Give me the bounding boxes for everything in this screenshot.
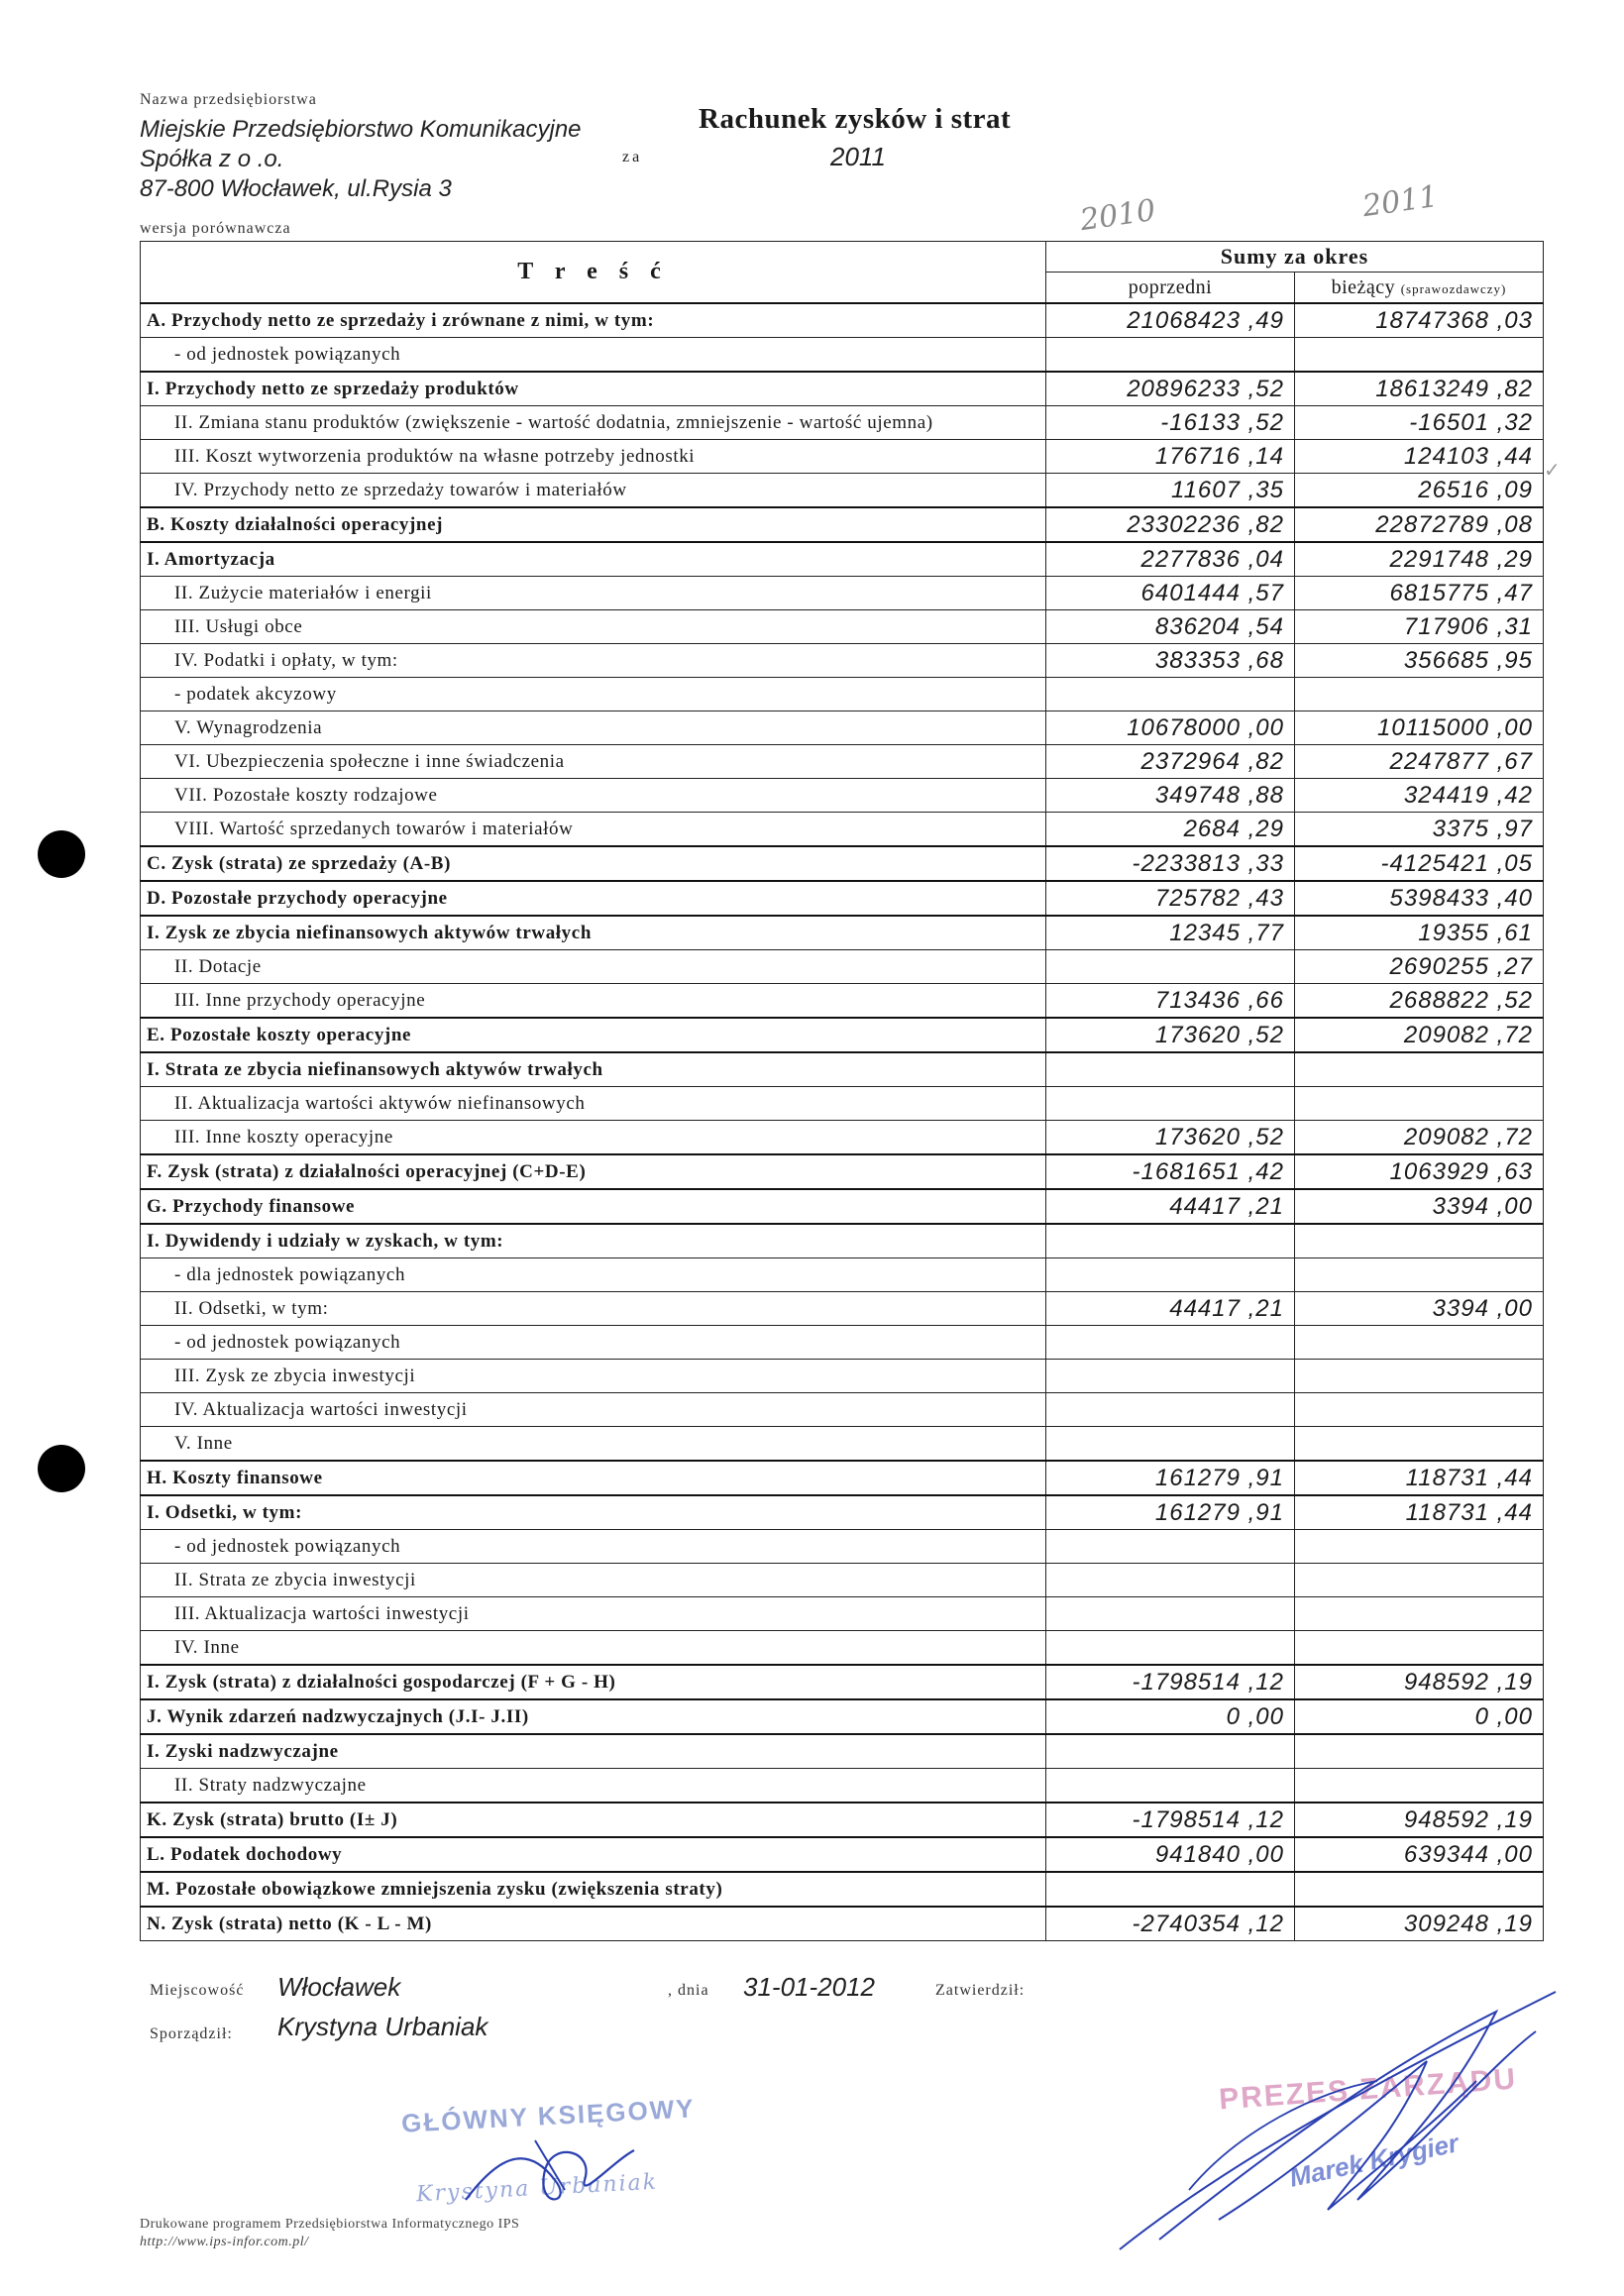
table-row: [141, 1393, 1544, 1427]
document-title: Rachunek zysków i strat: [699, 103, 1012, 135]
row-label: IV. Podatki i opłaty, w tym:: [141, 644, 1046, 678]
row-label: II. Dotacje: [141, 950, 1046, 984]
place-label: Miejscowość: [150, 1982, 245, 1999]
row-label: III. Inne przychody operacyjne: [141, 984, 1046, 1019]
prepared-by-value: Krystyna Urbaniak: [277, 2012, 488, 2041]
row-value-curr: 18613249 ,82: [1295, 372, 1544, 406]
row-label: J. Wynik zdarzeń nadzwyczajnych (J.I- J.II): [141, 1699, 1046, 1734]
table-row: [141, 1907, 1544, 1941]
company-name-line2: Spółka z o .o.: [140, 146, 284, 172]
row-value-prev: 161279 ,91: [1046, 1461, 1295, 1495]
row-label: - od jednostek powiązanych: [141, 338, 1046, 373]
stamp-chief-accountant-title: GŁÓWNY KSIĘGOWY: [400, 2093, 697, 2138]
table-row: [141, 1087, 1544, 1121]
pencil-checkmark-icon: ✓: [1544, 460, 1561, 482]
row-value-prev: 836204 ,54: [1046, 610, 1295, 644]
header-curr-note: (sprawozdawczy): [1400, 280, 1507, 296]
row-label: B. Koszty działalności operacyjnej: [141, 507, 1046, 542]
table-row: [141, 1495, 1544, 1530]
row-value-curr: [1295, 1872, 1544, 1907]
row-value-curr: 3394 ,00: [1295, 1292, 1544, 1326]
row-label: I. Przychody netto ze sprzedaży produktów: [141, 372, 1046, 406]
row-label: V. Inne: [141, 1427, 1046, 1462]
header-sumy: Sumy za okres: [1046, 242, 1544, 273]
table-row: [141, 1258, 1544, 1292]
row-value-curr: [1295, 1631, 1544, 1666]
table-row: [141, 846, 1544, 881]
table-row: [141, 1597, 1544, 1631]
row-label: H. Koszty finansowe: [141, 1461, 1046, 1495]
row-value-prev: 941840 ,00: [1046, 1837, 1295, 1872]
row-value-curr: 26516 ,09: [1295, 474, 1544, 508]
row-label: M. Pozostałe obowiązkowe zmniejszenia zysku (zwiększenia straty): [141, 1872, 1046, 1907]
row-value-curr: [1295, 1052, 1544, 1087]
row-value-curr: 5398433 ,40: [1295, 881, 1544, 916]
row-value-prev: 161279 ,91: [1046, 1495, 1295, 1530]
row-value-curr: [1295, 1597, 1544, 1631]
table-row: [141, 577, 1544, 610]
row-value-curr: [1295, 338, 1544, 373]
row-value-prev: -1798514 ,12: [1046, 1803, 1295, 1837]
table-row: [141, 1427, 1544, 1462]
table-row: [141, 1292, 1544, 1326]
row-value-curr: 19355 ,61: [1295, 916, 1544, 950]
row-label: - od jednostek powiązanych: [141, 1326, 1046, 1360]
row-label: A. Przychody netto ze sprzedaży i zrównane z nimi, w tym:: [141, 303, 1046, 338]
row-value-prev: 44417 ,21: [1046, 1292, 1295, 1326]
table-row: [141, 1360, 1544, 1393]
row-label: II. Strata ze zbycia inwestycji: [141, 1564, 1046, 1597]
row-value-curr: 324419 ,42: [1295, 779, 1544, 813]
table-row: [141, 1052, 1544, 1087]
row-value-prev: 2372964 ,82: [1046, 745, 1295, 779]
row-label: VI. Ubezpieczenia społeczne i inne świadczenia: [141, 745, 1046, 779]
table-row: [141, 372, 1544, 406]
row-label: IV. Aktualizacja wartości inwestycji: [141, 1393, 1046, 1427]
row-value-prev: 349748 ,88: [1046, 779, 1295, 813]
row-label: F. Zysk (strata) z działalności operacyjnej (C+D-E): [141, 1154, 1046, 1189]
table-row: [141, 610, 1544, 644]
row-value-prev: 173620 ,52: [1046, 1018, 1295, 1052]
row-value-curr: 3375 ,97: [1295, 813, 1544, 847]
row-label: VIII. Wartość sprzedanych towarów i materiałów: [141, 813, 1046, 847]
period-year: 2011: [830, 142, 886, 171]
row-value-curr: [1295, 1258, 1544, 1292]
row-value-curr: 1063929 ,63: [1295, 1154, 1544, 1189]
row-value-curr: -16501 ,32: [1295, 406, 1544, 440]
row-value-prev: [1046, 950, 1295, 984]
row-value-prev: [1046, 1769, 1295, 1804]
row-value-prev: [1046, 1087, 1295, 1121]
row-value-curr: 0 ,00: [1295, 1699, 1544, 1734]
row-label: G. Przychody finansowe: [141, 1189, 1046, 1224]
table-row: [141, 1564, 1544, 1597]
row-label: IV. Przychody netto ze sprzedaży towarów i materiałów: [141, 474, 1046, 508]
pencil-note-prev: 2010: [1077, 192, 1158, 239]
row-value-curr: 2688822 ,52: [1295, 984, 1544, 1019]
row-value-prev: 173620 ,52: [1046, 1121, 1295, 1155]
row-label: I. Amortyzacja: [141, 542, 1046, 577]
row-value-curr: [1295, 1393, 1544, 1427]
row-value-curr: 2690255 ,27: [1295, 950, 1544, 984]
row-value-prev: 6401444 ,57: [1046, 577, 1295, 610]
row-value-curr: 18747368 ,03: [1295, 303, 1544, 338]
row-value-prev: -2233813 ,33: [1046, 846, 1295, 881]
table-row: [141, 406, 1544, 440]
row-value-prev: 713436 ,66: [1046, 984, 1295, 1019]
row-value-curr: 22872789 ,08: [1295, 507, 1544, 542]
row-value-prev: [1046, 1326, 1295, 1360]
row-value-prev: 23302236 ,82: [1046, 507, 1295, 542]
table-row: [141, 338, 1544, 373]
row-value-prev: [1046, 1564, 1295, 1597]
row-value-prev: [1046, 678, 1295, 711]
row-label: III. Usługi obce: [141, 610, 1046, 644]
table-row: [141, 779, 1544, 813]
row-value-prev: 2684 ,29: [1046, 813, 1295, 847]
row-label: N. Zysk (strata) netto (K - L - M): [141, 1907, 1046, 1941]
place-value: Włocławek: [277, 1972, 401, 2002]
row-value-prev: 10678000 ,00: [1046, 711, 1295, 745]
row-label: L. Podatek dochodowy: [141, 1837, 1046, 1872]
date-value: 31-01-2012: [743, 1972, 875, 2002]
row-value-curr: 118731 ,44: [1295, 1495, 1544, 1530]
table-row: [141, 950, 1544, 984]
row-value-curr: 717906 ,31: [1295, 610, 1544, 644]
row-value-curr: 6815775 ,47: [1295, 577, 1544, 610]
prepared-label: Sporządził:: [150, 2025, 233, 2042]
row-label: I. Zyski nadzwyczajne: [141, 1734, 1046, 1769]
row-value-prev: [1046, 1393, 1295, 1427]
table-row: [141, 303, 1544, 338]
table-row: [141, 711, 1544, 745]
row-label: I. Zysk (strata) z działalności gospodarczej (F + G - H): [141, 1665, 1046, 1699]
row-label: VII. Pozostałe koszty rodzajowe: [141, 779, 1046, 813]
row-value-prev: [1046, 1530, 1295, 1564]
approved-label: Zatwierdził:: [935, 1982, 1026, 1999]
row-label: - od jednostek powiązanych: [141, 1530, 1046, 1564]
row-value-curr: 356685 ,95: [1295, 644, 1544, 678]
row-label: D. Pozostałe przychody operacyjne: [141, 881, 1046, 916]
signature-chief-accountant: [436, 2121, 694, 2220]
row-value-prev: 383353 ,68: [1046, 644, 1295, 678]
row-value-prev: [1046, 1360, 1295, 1393]
row-label: III. Koszt wytworzenia produktów na własne potrzeby jednostki: [141, 440, 1046, 474]
row-value-prev: -16133 ,52: [1046, 406, 1295, 440]
row-value-prev: [1046, 1052, 1295, 1087]
row-value-curr: 948592 ,19: [1295, 1803, 1544, 1837]
company-name-line1: Miejskie Przedsiębiorstwo Komunikacyjne: [140, 116, 582, 143]
table-row: [141, 1189, 1544, 1224]
row-label: - podatek akcyzowy: [141, 678, 1046, 711]
company-block: [140, 91, 582, 204]
row-label: II. Aktualizacja wartości aktywów niefinansowych: [141, 1087, 1046, 1121]
company-address: 87-800 Włocławek, ul.Rysia 3: [140, 175, 452, 202]
row-value-prev: [1046, 1427, 1295, 1462]
row-value-prev: 176716 ,14: [1046, 440, 1295, 474]
row-label: I. Strata ze zbycia niefinansowych aktywów trwałych: [141, 1052, 1046, 1087]
row-value-prev: 44417 ,21: [1046, 1189, 1295, 1224]
table-row: [141, 678, 1544, 711]
table-row: [141, 984, 1544, 1019]
row-value-prev: [1046, 1631, 1295, 1666]
row-value-curr: 639344 ,00: [1295, 1837, 1544, 1872]
row-value-prev: 20896233 ,52: [1046, 372, 1295, 406]
row-value-prev: [1046, 1872, 1295, 1907]
row-value-curr: [1295, 1360, 1544, 1393]
row-value-curr: [1295, 678, 1544, 711]
row-label: C. Zysk (strata) ze sprzedaży (A-B): [141, 846, 1046, 881]
row-label: - dla jednostek powiązanych: [141, 1258, 1046, 1292]
company-label: Nazwa przedsiębiorstwa: [140, 91, 317, 108]
table-row: [141, 916, 1544, 950]
table-row: [141, 1699, 1544, 1734]
header-curr: [1295, 273, 1544, 304]
row-value-prev: [1046, 1258, 1295, 1292]
row-value-prev: [1046, 1734, 1295, 1769]
row-value-curr: [1295, 1326, 1544, 1360]
row-value-curr: 10115000 ,00: [1295, 711, 1544, 745]
row-value-curr: 209082 ,72: [1295, 1121, 1544, 1155]
row-value-prev: 0 ,00: [1046, 1699, 1295, 1734]
printed-by-url: http://www.ips-infor.com.pl/: [140, 2235, 309, 2249]
table-row: [141, 1803, 1544, 1837]
row-value-curr: 2291748 ,29: [1295, 542, 1544, 577]
row-label: I. Odsetki, w tym:: [141, 1495, 1046, 1530]
row-value-curr: -4125421 ,05: [1295, 846, 1544, 881]
header-tresc: T r e ś ć: [141, 242, 1046, 304]
table-row: [141, 440, 1544, 474]
row-value-prev: [1046, 1224, 1295, 1258]
row-label: V. Wynagrodzenia: [141, 711, 1046, 745]
row-value-curr: 118731 ,44: [1295, 1461, 1544, 1495]
row-value-curr: [1295, 1769, 1544, 1804]
table-row: [141, 1121, 1544, 1155]
stamp-president-title: PREZES ZARZĄDU: [1218, 2062, 1519, 2117]
row-value-curr: 2247877 ,67: [1295, 745, 1544, 779]
header-prev: poprzedni: [1046, 273, 1295, 304]
table-row: [141, 1224, 1544, 1258]
row-value-prev: 11607 ,35: [1046, 474, 1295, 508]
row-value-prev: [1046, 1597, 1295, 1631]
printed-by-note: [140, 2216, 519, 2251]
signature-president: [1100, 1972, 1575, 2269]
row-value-prev: 21068423 ,49: [1046, 303, 1295, 338]
table-row: [141, 1769, 1544, 1804]
row-label: I. Dywidendy i udziały w zyskach, w tym:: [141, 1224, 1046, 1258]
table-row: [141, 1018, 1544, 1052]
printed-by-line1: Drukowane programem Przedsiębiorstwa Informatycznego IPS: [140, 2217, 520, 2232]
stamp-president-name: Marek Krygier: [1286, 2128, 1462, 2193]
header-curr-label: bieżący: [1331, 275, 1396, 298]
table-row: [141, 542, 1544, 577]
table-row: [141, 813, 1544, 847]
row-label: III. Zysk ze zbycia inwestycji: [141, 1360, 1046, 1393]
row-value-prev: 2277836 ,04: [1046, 542, 1295, 577]
row-label: III. Aktualizacja wartości inwestycji: [141, 1597, 1046, 1631]
table-row: [141, 1461, 1544, 1495]
row-value-curr: [1295, 1734, 1544, 1769]
table-row: [141, 745, 1544, 779]
row-value-prev: 725782 ,43: [1046, 881, 1295, 916]
date-label: , dnia: [668, 1982, 709, 1999]
table-row: [141, 1326, 1544, 1360]
row-value-curr: 209082 ,72: [1295, 1018, 1544, 1052]
row-label: K. Zysk (strata) brutto (I± J): [141, 1803, 1046, 1837]
row-label: E. Pozostałe koszty operacyjne: [141, 1018, 1046, 1052]
row-value-prev: 12345 ,77: [1046, 916, 1295, 950]
table-row: [141, 1530, 1544, 1564]
row-value-curr: 948592 ,19: [1295, 1665, 1544, 1699]
table-row: [141, 1631, 1544, 1666]
row-value-curr: [1295, 1224, 1544, 1258]
table-row: [141, 1665, 1544, 1699]
punch-hole-top: [38, 830, 85, 878]
income-statement-table: [140, 241, 1544, 1941]
table-row: [141, 1734, 1544, 1769]
table-row: [141, 507, 1544, 542]
period-label: za: [622, 149, 643, 165]
table-row: [141, 1837, 1544, 1872]
row-label: II. Zużycie materiałów i energii: [141, 577, 1046, 610]
punch-hole-bottom: [38, 1445, 85, 1492]
row-value-curr: 124103 ,44: [1295, 440, 1544, 474]
table-row: [141, 1872, 1544, 1907]
row-value-curr: 3394 ,00: [1295, 1189, 1544, 1224]
row-value-prev: -1798514 ,12: [1046, 1665, 1295, 1699]
row-label: IV. Inne: [141, 1631, 1046, 1666]
table-row: [141, 1154, 1544, 1189]
table-row: [141, 644, 1544, 678]
row-label: II. Zmiana stanu produktów (zwiększenie - wartość dodatnia, zmniejszenie - wartość ujemna): [141, 406, 1046, 440]
row-label: II. Odsetki, w tym:: [141, 1292, 1046, 1326]
table-row: [141, 474, 1544, 508]
row-value-curr: [1295, 1427, 1544, 1462]
row-value-curr: 309248 ,19: [1295, 1907, 1544, 1941]
row-label: I. Zysk ze zbycia niefinansowych aktywów trwałych: [141, 916, 1046, 950]
row-value-curr: [1295, 1564, 1544, 1597]
row-label: II. Straty nadzwyczajne: [141, 1769, 1046, 1804]
pencil-note-curr: 2011: [1359, 178, 1441, 225]
version-label: wersja porównawcza: [140, 220, 291, 237]
stamp-chief-accountant-name: Krystyna Urbaniak: [415, 2169, 659, 2208]
row-value-prev: [1046, 338, 1295, 373]
table-row: [141, 881, 1544, 916]
row-value-prev: -1681651 ,42: [1046, 1154, 1295, 1189]
row-value-prev: -2740354 ,12: [1046, 1907, 1295, 1941]
row-value-curr: [1295, 1087, 1544, 1121]
row-value-curr: [1295, 1530, 1544, 1564]
row-label: III. Inne koszty operacyjne: [141, 1121, 1046, 1155]
